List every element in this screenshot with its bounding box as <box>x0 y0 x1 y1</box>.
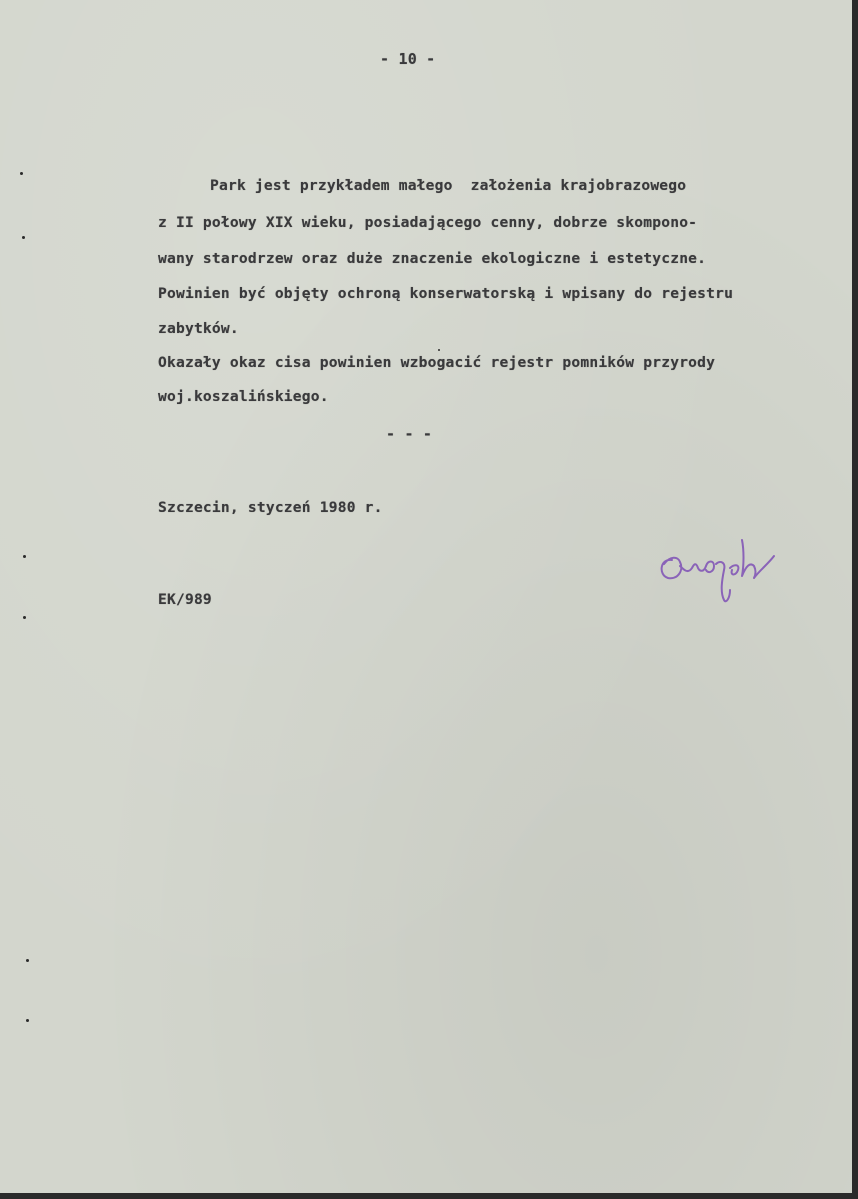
paper-speck <box>20 172 23 175</box>
place-date: Szczecin, styczeń 1980 r. <box>158 499 383 516</box>
paper-speck <box>438 349 440 351</box>
page-number: - 10 - <box>380 50 436 68</box>
paper-speck <box>26 959 29 962</box>
paper-speck <box>22 236 25 239</box>
reference-number: EK/989 <box>158 591 212 608</box>
paper-speck <box>23 555 26 558</box>
paper-speck <box>26 1019 29 1022</box>
body-line-6: Okazały okaz cisa powinien wzbogacić rejestr pomników przyrody <box>158 354 716 371</box>
body-line-1: Park jest przykładem małego założenia krajobrazowego <box>210 177 687 194</box>
paper-speck <box>23 616 26 619</box>
body-line-7: woj.koszalińskiego. <box>158 388 329 405</box>
body-line-2: z II połowy XIX wieku, posiadającego cenny, dobrze skompono- <box>158 214 698 231</box>
section-separator: - - - <box>386 425 433 443</box>
body-line-3: wany starodrzew oraz duże znaczenie ekologiczne i estetyczne. <box>158 250 707 267</box>
body-line-5: zabytków. <box>158 320 239 337</box>
handwritten-signature <box>650 520 800 610</box>
body-line-4: Powinien być objęty ochroną konserwatorską i wpisany do rejestru <box>158 285 734 302</box>
